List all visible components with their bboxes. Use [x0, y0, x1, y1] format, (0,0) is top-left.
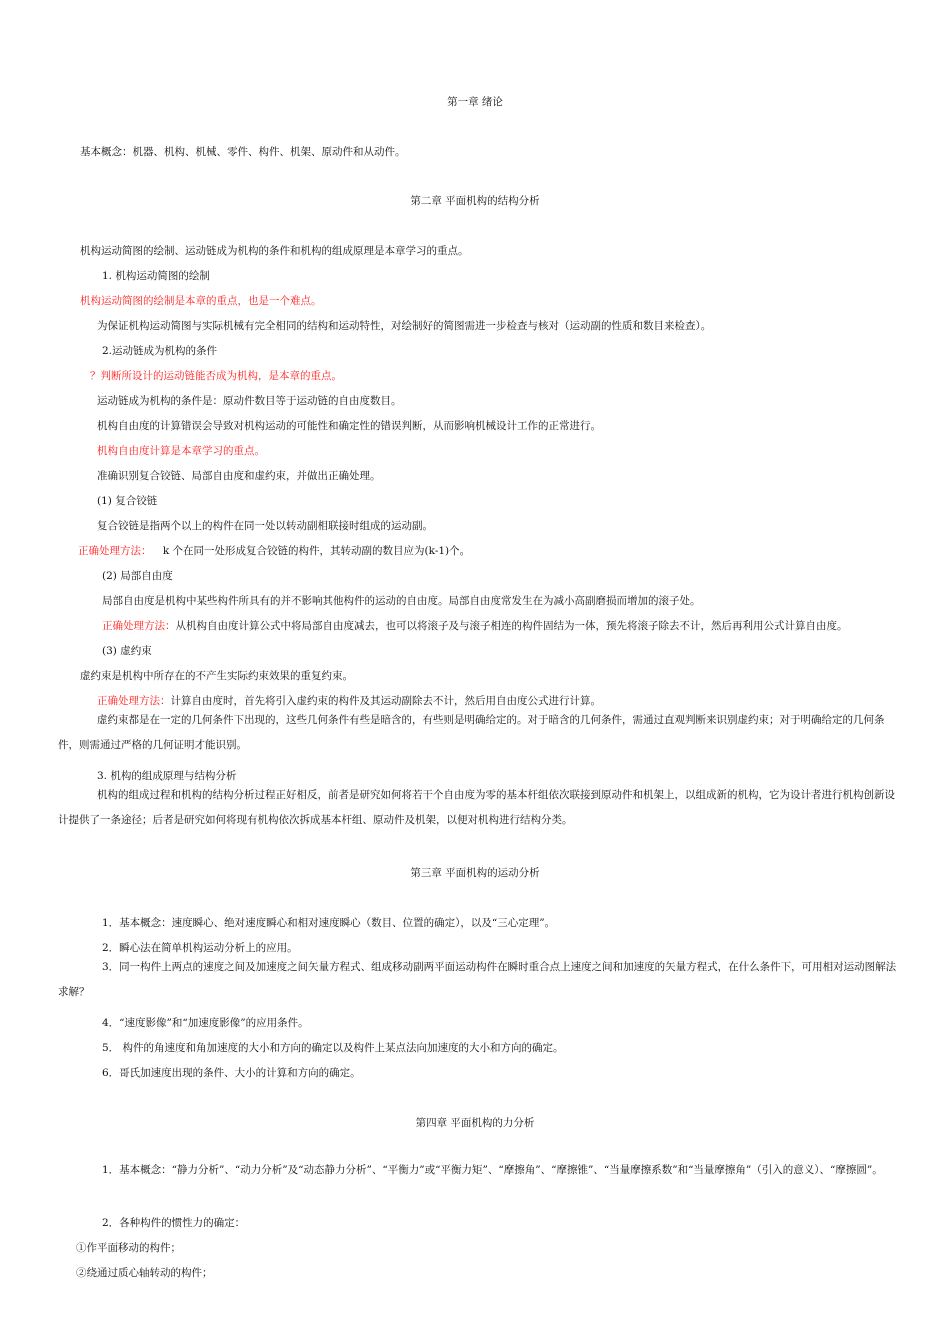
point2-method: [102, 619, 848, 633]
point1-method-label: 正确处理方法：: [78, 545, 152, 557]
chapter3-item1: 1．基本概念：速度瞬心、绝对速度瞬心和相对速度瞬心（数目、位置的确定），以及“三心定理”。: [102, 917, 556, 929]
section1-note: 机构运动简图的绘制是本章的重点，也是一个难点。: [80, 295, 322, 307]
chapter3-item4: 4．“速度影像”和“加速度影像”的应用条件。: [102, 1017, 309, 1029]
section2-title: 2.运动链成为机构的条件: [102, 345, 218, 357]
chapter4-title: 第四章 平面机构的力分析: [415, 1117, 535, 1129]
point1-method: [78, 544, 470, 558]
point1-title: (1) 复合铰链: [97, 495, 158, 507]
section1-text: 为保证机构运动简图与实际机械有完全相同的结构和运动特性，对绘制好的简图需进一步检查与核对（运动副的性质和数目来检查）。: [97, 320, 712, 332]
section2-key: 机构自由度计算是本章学习的重点。: [97, 445, 265, 457]
section3-title: 3. 机构的组成原理与结构分析: [97, 770, 237, 782]
chapter2-intro: 机构运动简图的绘制、运动链成为机构的条件和机构的组成原理是本章学习的重点。: [80, 245, 469, 257]
point1-definition: 复合铰链是指两个以上的构件在同一处以转动副相联接时组成的运动副。: [97, 520, 433, 532]
point3-method-label: 正确处理方法：: [97, 695, 171, 707]
point1-method-text: k 个在同一处形成复合铰链的构件，其转动副的数目应为(k-1)个。: [162, 545, 471, 557]
section2-note: ？判断所设计的运动链能否成为机构，是本章的重点。: [90, 370, 342, 382]
chapter3-item5: 5． 构件的角速度和角加速度的大小和方向的确定以及构件上某点法向加速度的大小和方向的确定。: [102, 1042, 564, 1054]
chapter2-title: 第二章 平面机构的结构分析: [410, 195, 540, 207]
point2-method-text: 从机构自由度计算公式中将局部自由度减去，也可以将滚子及与滚子相连的构件固结为一体，预先将滚子除去不计，然后再利用公式计算自由度。: [175, 620, 848, 632]
section2-error: 机构自由度的计算错误会导致对机构运动的可能性和确定性的错误判断，从而影响机械设计工作的正常进行。: [97, 420, 601, 432]
chapter1-title: 第一章 绪论: [447, 96, 503, 108]
chapter4-sub1: ①作平面移动的构件；: [76, 1242, 181, 1254]
chapter3-item6: 6．哥氏加速度出现的条件、大小的计算和方向的确定。: [102, 1067, 361, 1079]
chapter4-item2: 2．各种构件的惯性力的确定：: [102, 1217, 246, 1229]
section2-condition: 运动链成为机构的条件是：原动件数目等于运动链的自由度数目。: [97, 395, 402, 407]
point3-definition: 虚约束是机构中所存在的不产生实际约束效果的重复约束。: [80, 670, 353, 682]
chapter3-title: 第三章 平面机构的运动分析: [410, 867, 540, 879]
section2-identify: 准确识别复合铰链、局部自由度和虚约束，并做出正确处理。: [97, 470, 381, 482]
point2-definition: 局部自由度是机构中某些构件所具有的并不影响其他构件的运动的自由度。局部自由度常发生在为减小高副磨损而增加的滚子处。: [102, 595, 701, 607]
chapter4-sub2: ②绕通过质心轴转动的构件；: [76, 1267, 213, 1279]
point2-method-label: 正确处理方法：: [102, 620, 176, 632]
chapter3-item2: 2．瞬心法在简单机构运动分析上的应用。: [102, 942, 298, 954]
section3-paragraph: 机构的组成过程和机构的结构分析过程正好相反，前者是研究如何将若干个自由度为零的基本杆组依次联接到原动件和机架上，以组成新的机构，它为设计者进行机构创新设计提供了一条途径；后者是研究如何将现有机构依次拆成基本杆组、原动件及机架，以便对机构进行结构分类。: [58, 789, 895, 826]
chapter1-concepts: 基本概念：机器、机构、机械、零件、构件、机架、原动件和从动件。: [80, 146, 406, 158]
point2-title: (2) 局部自由度: [102, 570, 173, 582]
point3-method: [97, 694, 601, 708]
point3-title: (3) 虚约束: [102, 645, 152, 657]
chapter3-item3: 3．同一构件上两点的速度之间及加速度之间矢量方程式、组成移动副两平面运动构件在瞬时重合点上速度之间和加速度的矢量方程式，在什么条件下，可用相对运动图解法求解？: [58, 961, 897, 998]
chapter4-item1: 1．基本概念：“静力分析”、“动力分析”及“动态静力分析”、“平衡力”或“平衡力矩”、“摩擦角”、“摩擦锥”、“当量摩擦系数”和“当量摩擦角”（引入的意义）、“摩擦圆”。: [102, 1164, 883, 1176]
section1-title: 1. 机构运动简图的绘制: [102, 270, 210, 282]
point3-method-text: 计算自由度时，首先将引入虚约束的构件及其运动副除去不计，然后用自由度公式进行计算。: [170, 695, 601, 707]
point3-paragraph: 虚约束都是在一定的几何条件下出现的，这些几何条件有些是暗含的，有些则是明确给定的。对于暗含的几何条件，需通过直观判断来识别虚约束；对于明确给定的几何条件，则需通过严格的几何证明才能识别。: [58, 714, 885, 751]
